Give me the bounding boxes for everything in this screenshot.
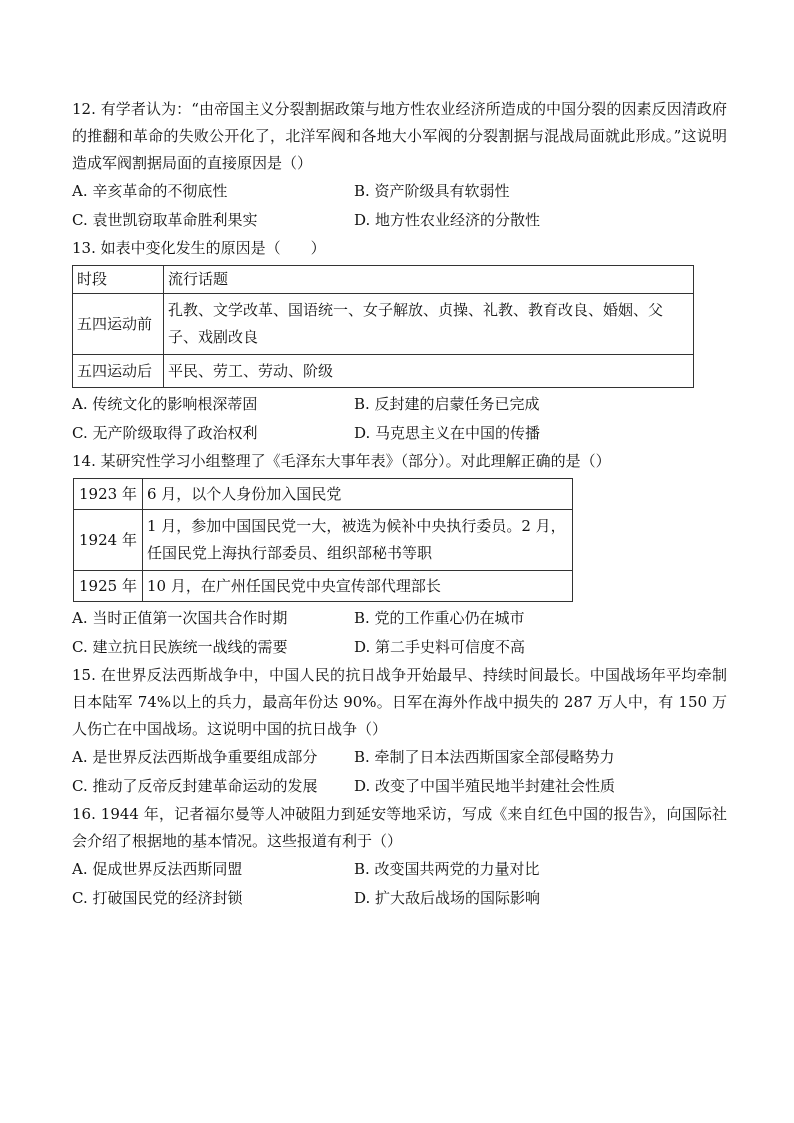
table-row (73, 294, 694, 355)
question-14 (72, 448, 727, 662)
question-14-options (72, 604, 727, 662)
question-12 (72, 96, 727, 235)
option-b[interactable]: B. 资产阶级具有软弱性 (354, 182, 510, 200)
question-15 (72, 662, 727, 801)
option-b[interactable]: B. 牵制了日本法西斯国家全部侵略势力 (354, 748, 615, 766)
table-cell: 1 月，参加中国国民党一大，被选为候补中央执行委员。2 月，任国民党上海执行部委员、组织部秘书等职 (143, 510, 573, 571)
table-cell: 五四运动后 (73, 355, 164, 388)
question-13 (72, 235, 727, 448)
question-16-options (72, 855, 727, 913)
option-a[interactable]: A. 是世界反法西斯战争重要组成部分 (72, 748, 318, 766)
question-16-stem: 16. 1944 年，记者福尔曼等人冲破阻力到延安等地采访，写成《来自红色中国的报告》，向国际社会介绍了根据地的基本情况。这些报道有利于（） (72, 805, 727, 850)
option-c[interactable]: C. 建立抗日民族统一战线的需要 (72, 638, 288, 656)
table-cell: 五四运动前 (73, 294, 164, 355)
option-d[interactable]: D. 扩大敌后战场的国际影响 (354, 889, 541, 907)
table-row (74, 510, 573, 571)
option-d[interactable]: D. 改变了中国半殖民地半封建社会性质 (354, 777, 616, 795)
table-cell: 1923 年 (74, 479, 143, 510)
question-16 (72, 801, 727, 913)
table-row (73, 266, 694, 294)
option-a[interactable]: A. 当时正值第一次国共合作时期 (72, 609, 288, 627)
option-a[interactable]: A. 传统文化的影响根深蒂固 (72, 395, 258, 413)
table-header-cell: 时段 (73, 266, 164, 294)
option-c[interactable]: C. 袁世凯窃取革命胜利果实 (72, 211, 258, 229)
question-13-table (72, 265, 694, 388)
option-b[interactable]: B. 改变国共两党的力量对比 (354, 860, 540, 878)
option-d[interactable]: D. 地方性农业经济的分散性 (354, 211, 541, 229)
table-cell: 1924 年 (74, 510, 143, 571)
question-14-table (73, 478, 573, 602)
question-12-options (72, 177, 727, 235)
table-cell: 6 月，以个人身份加入国民党 (143, 479, 573, 510)
question-13-options (72, 390, 727, 448)
option-b[interactable]: B. 反封建的启蒙任务已完成 (354, 395, 540, 413)
table-row (74, 479, 573, 510)
option-c[interactable]: C. 无产阶级取得了政治权利 (72, 424, 258, 442)
table-row (73, 355, 694, 388)
question-12-stem: 12. 有学者认为：“由帝国主义分裂割据政策与地方性农业经济所造成的中国分裂的因素反因清政府的推翻和革命的失败公开化了，北洋军阀和各地大小军阀的分裂割据与混战局面就此形成。”这说明造成军阀割据局面的直接原因是（） (72, 100, 727, 172)
option-a[interactable]: A. 辛亥革命的不彻底性 (72, 182, 228, 200)
question-15-stem: 15. 在世界反法西斯战争中，中国人民的抗日战争开始最早、持续时间最长。中国战场年平均牵制日本陆军 74%以上的兵力，最高年份达 90%。日军在海外作战中损失的 287 万人中，有 150 万人伤亡在中国战场。这说明中国的抗日战争（） (72, 666, 727, 738)
table-cell: 1925 年 (74, 571, 143, 602)
table-cell: 孔教、文学改革、国语统一、女子解放、贞操、礼教、教育改良、婚姻、父子、戏剧改良 (164, 294, 694, 355)
option-c[interactable]: C. 推动了反帝反封建革命运动的发展 (72, 777, 318, 795)
question-14-stem: 14. 某研究性学习小组整理了《毛泽东大事年表》（部分）。对此理解正确的是（） (72, 452, 611, 470)
question-15-options (72, 743, 727, 801)
option-d[interactable]: D. 马克思主义在中国的传播 (354, 424, 541, 442)
option-d[interactable]: D. 第二手史料可信度不高 (354, 638, 526, 656)
option-b[interactable]: B. 党的工作重心仍在城市 (354, 609, 525, 627)
question-13-stem: 13. 如表中变化发生的原因是（ ） (72, 239, 326, 257)
exam-page (72, 96, 727, 913)
option-a[interactable]: A. 促成世界反法西斯同盟 (72, 860, 243, 878)
table-cell: 10 月，在广州任国民党中央宣传部代理部长 (143, 571, 573, 602)
table-header-cell: 流行话题 (164, 266, 694, 294)
table-cell: 平民、劳工、劳动、阶级 (164, 355, 694, 388)
option-c[interactable]: C. 打破国民党的经济封锁 (72, 889, 243, 907)
table-row (74, 571, 573, 602)
